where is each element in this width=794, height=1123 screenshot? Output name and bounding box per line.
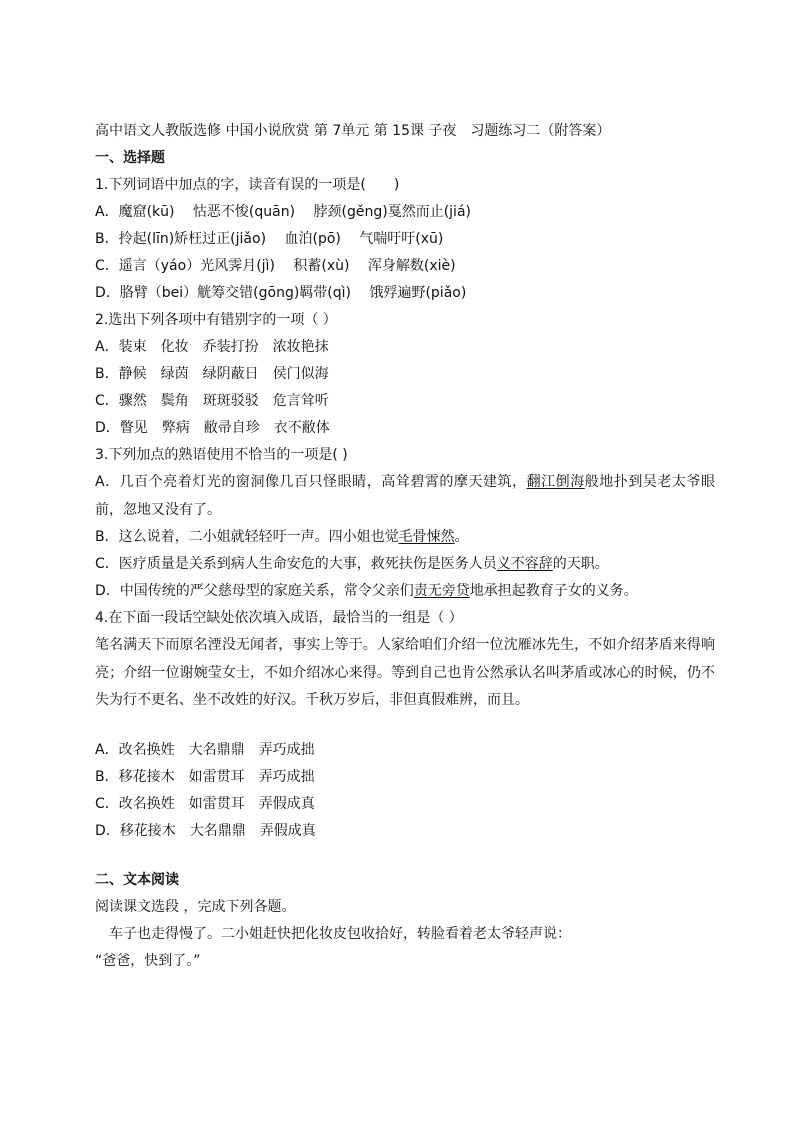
question-4-stem: 4.在下面一段话空缺处依次填入成语，最恰当的一组是（ ）: [95, 610, 463, 626]
question-2-stem: 2.选出下列各项中有错别字的一项（ ）: [95, 312, 337, 328]
option-text: D．中国传统的严父慈母型的家庭关系，常令父亲们: [95, 583, 414, 599]
reading-paragraph: 车子也走得慢了。二小姐赶快把化妆皮包收拾好，转脸看着老太爷轻声说：: [109, 925, 571, 942]
question-1-option-b: B．拎起(līn)矫枉过正(jiǎo) 血泊(pō) 气喘吁吁(xū): [95, 231, 444, 247]
reading-intro: 阅读课文选段 ，完成下列各题。: [95, 898, 296, 915]
question-2-option-b: B．静候 绿茵 绿阴蔽日 侯门似海: [95, 366, 329, 382]
question-2-option-c: C．骤然 鬓角 斑斑驳驳 危言耸听: [95, 393, 329, 409]
reading-paragraph: “爸爸，快到了。”: [95, 952, 201, 969]
option-text: A．几百个亮着灯光的窗洞像几百只怪眼睛，高耸碧霄的摩天建筑，: [95, 474, 527, 490]
underlined-idiom: 责无旁贷: [413, 583, 470, 599]
question-3-stem: 3.下列加点的熟语使用不恰当的一项是( ): [95, 447, 348, 463]
option-text: 。: [454, 529, 469, 545]
question-3-option-a: [95, 469, 715, 524]
underlined-idiom: 毛骨悚然: [398, 529, 455, 545]
question-2-option-a: A．装束 化妆 乔装打扮 浓妆艳抹: [95, 339, 329, 355]
document-content: [95, 118, 715, 975]
question-1-option-c: C．遥言（yáo）光风霁月(jì) 积蓄(xù) 浑身解数(xiè): [95, 258, 456, 274]
question-3-option-d: [95, 578, 715, 605]
question-4-option-a: A．改名换姓 大名鼎鼎 弄巧成拙: [95, 741, 315, 758]
question-4-option-b: B．移花接木 如雷贯耳 弄巧成拙: [95, 768, 315, 785]
question-3-option-c: [95, 551, 715, 578]
question-4-option-c: C．改名换姓 如雷贯耳 弄假成真: [95, 795, 315, 812]
question-1-option-d: D．胳臂（bei）觥筹交错(gōng)羁带(qì) 饿殍遍野(piǎo): [95, 285, 467, 301]
spacer: [95, 845, 715, 867]
question-2-option-d: D．瞥见 弊病 敝帚自珍 衣不敝体: [95, 420, 330, 436]
option-text: C．医疗质量是关系到病人生命安危的大事，救死扶伤是医务人员: [95, 556, 497, 572]
question-3-option-b: [95, 524, 715, 551]
question-1-option-a: A．魔窟(kū) 怙恶不悛(quān) 脖颈(gěng)戛然而止(jiá): [95, 204, 471, 220]
question-1-stem: 1.下列词语中加点的字，读音有误的一项是( ): [95, 177, 400, 193]
question-4-option-d: D．移花接木 大名鼎鼎 弄假成真: [95, 822, 316, 839]
option-text: 地承担起教育子女的义务。: [469, 583, 638, 599]
option-text: 般地扑到吴老太爷眼前，忽地又没有了。: [95, 474, 716, 518]
section-heading-choice: 一、选择题: [95, 150, 165, 166]
option-text: 的天职。: [552, 556, 609, 572]
spacer: [95, 715, 715, 737]
underlined-idiom: 翻江倒海: [526, 474, 585, 490]
question-4-passage: 笔名满天下而原名湮没无闻者，事实上等于。人家给咱们介绍一位沈雁冰先生，不如介绍茅盾来得响亮；介绍一位谢婉莹女士，不如介绍冰心来得。等到自己也肯公然承认名叫茅盾或冰心的时候，仍不失为行不更名、坐不改姓的好汉。千秋万岁后，非但真假难辨，而且。: [95, 637, 715, 708]
document-title: 高中语文人教版选修 中国小说欣赏 第 7单元 第 15课 子夜 习题练习二（附答案）: [95, 123, 611, 139]
section-heading-reading: 二、文本阅读: [95, 871, 179, 888]
option-text: B．这么说着，二小姐就轻轻吁一声。四小姐也觉: [95, 529, 399, 545]
underlined-idiom: 义不容辞: [496, 556, 553, 572]
